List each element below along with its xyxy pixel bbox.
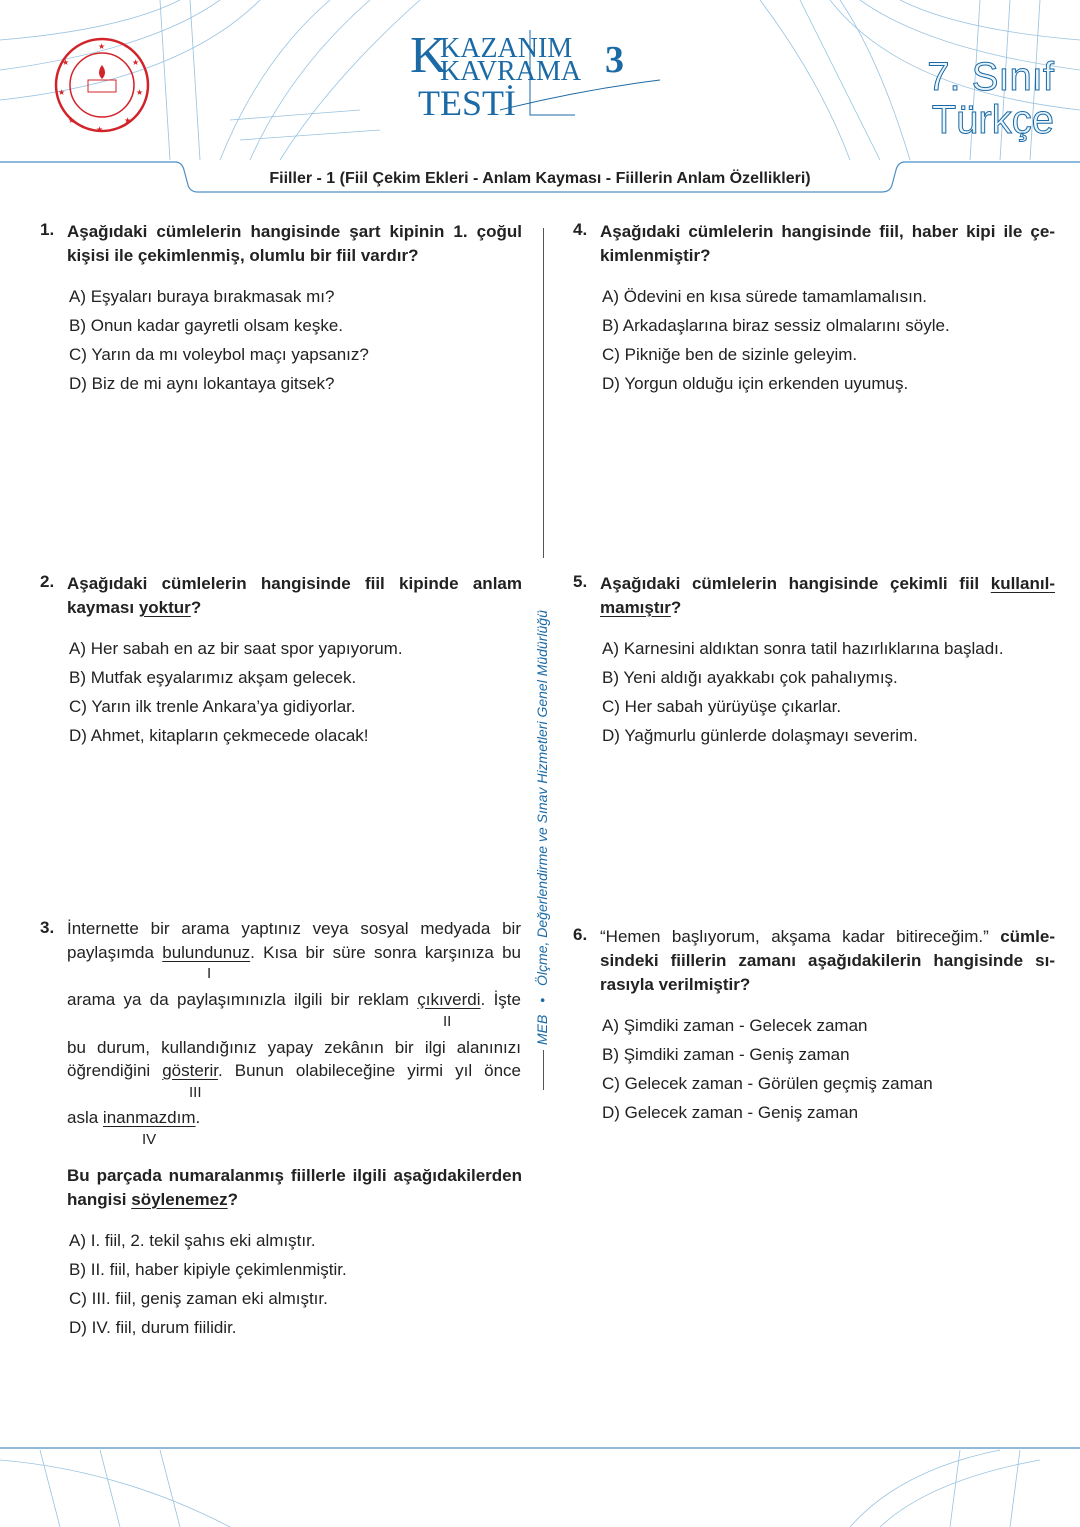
question-2 bbox=[40, 572, 522, 750]
verb-1: bulundunuz bbox=[162, 943, 251, 962]
option-d[interactable]: D) Biz de mi aynı lokantaya gitsek? bbox=[69, 374, 335, 393]
option-a[interactable]: A) Karnesini aldıktan sonra tatil hazırlıklarına başladı. bbox=[602, 639, 1004, 658]
stem-text: cümlesindeki fiillerin zamanı aşağıdakilerin hangisinde sırasıyla verilmiştir? bbox=[600, 927, 1055, 994]
svg-text:★: ★ bbox=[62, 58, 70, 67]
side-credit bbox=[534, 610, 550, 1045]
question-stem: Aşağıdaki cümlelerin hangisinde şart kipinin 1. çoğul kişisi ile çekimlenmiş, olumlu bir fiil vardır? bbox=[67, 222, 522, 265]
question-4 bbox=[573, 220, 1055, 398]
option-c[interactable]: C) III. fiil, geniş zaman eki almıştır. bbox=[69, 1289, 328, 1308]
stem-quote: “Hemen başlıyorum, akşama kadar bitireceğim.” bbox=[600, 927, 989, 946]
svg-text:★: ★ bbox=[98, 42, 106, 51]
question-5 bbox=[573, 572, 1055, 750]
subject-label: Türkçe bbox=[931, 98, 1054, 142]
question-number: 4. bbox=[573, 220, 588, 239]
passage-text: . bbox=[195, 1108, 201, 1127]
svg-text:★: ★ bbox=[136, 88, 144, 97]
option-c[interactable]: C) Her sabah yürüyüşe çıkarlar. bbox=[602, 697, 842, 716]
series-title-line2: KAVRAMA bbox=[440, 56, 582, 87]
passage-line bbox=[67, 1060, 521, 1082]
meb-logo bbox=[52, 35, 152, 135]
svg-text:★: ★ bbox=[96, 125, 104, 134]
option-d[interactable]: D) Yağmurlu günlerde dolaşmayı severim. bbox=[602, 726, 918, 745]
stem-emphasis: söylenemez bbox=[131, 1190, 228, 1209]
option-b[interactable]: B) Onun kadar gayretli olsam keşke. bbox=[69, 316, 344, 335]
verb-4: inanmazdım bbox=[102, 1108, 196, 1127]
option-b[interactable]: B) Mutfak eşyalarımız akşam gelecek. bbox=[69, 668, 357, 687]
test-number: 3 bbox=[605, 39, 624, 81]
verb-3: gösterir bbox=[162, 1061, 218, 1080]
option-c[interactable]: C) Pikniğe ben de sizinle geleyim. bbox=[602, 345, 858, 364]
stem-text: Bu parçada numaralanmış fiillerle ilgili aşağıdakilerden hangisi bbox=[67, 1166, 522, 1209]
question-1 bbox=[40, 220, 522, 398]
series-title-line1: KAZANIM bbox=[440, 33, 573, 64]
question-number: 3. bbox=[40, 918, 55, 937]
passage-text: paylaşımda bbox=[67, 943, 163, 962]
bullet: • bbox=[534, 997, 550, 1003]
stem-text: ? bbox=[190, 598, 202, 617]
question-number: 1. bbox=[40, 220, 55, 239]
svg-text:★: ★ bbox=[124, 116, 132, 125]
grade-label: 7. Sınıf bbox=[927, 55, 1054, 99]
question-6 bbox=[573, 925, 1055, 1127]
question-stem bbox=[67, 1164, 522, 1212]
topic-title: Fiiller - 1 (Fiil Çekim Ekleri - Anlam Kayması - Fiillerin Anlam Özellikleri) bbox=[269, 170, 811, 187]
svg-text:★: ★ bbox=[132, 58, 140, 67]
option-b[interactable]: B) Arkadaşlarına biraz sessiz olmalarını söyle. bbox=[602, 316, 950, 335]
passage-line bbox=[67, 942, 521, 964]
option-c[interactable]: C) Gelecek zaman - Görülen geçmiş zaman bbox=[602, 1074, 933, 1093]
option-c[interactable]: C) Yarın ilk trenle Ankara’ya gidiyorlar. bbox=[69, 697, 356, 716]
passage-line bbox=[67, 989, 521, 1011]
series-title-k: K bbox=[410, 27, 448, 84]
passage-line bbox=[67, 1107, 521, 1129]
unit-label: Ölçme, Değerlendirme ve Sınav Hizmetleri Genel Müdürlüğü bbox=[534, 610, 550, 986]
passage-text: arama ya da paylaşımınızla ilgili bir reklam bbox=[67, 990, 418, 1009]
series-title-line3: TESTİ bbox=[418, 83, 516, 123]
question-number: 2. bbox=[40, 572, 55, 591]
option-d[interactable]: D) Yorgun olduğu için erkenden uyumuş. bbox=[602, 374, 909, 393]
numeral-4: IV bbox=[142, 1131, 157, 1148]
question-3 bbox=[40, 918, 522, 1348]
option-b[interactable]: B) II. fiil, haber kipiyle çekimlenmiştir. bbox=[69, 1260, 347, 1279]
question-number: 5. bbox=[573, 572, 588, 591]
numeral-1: I bbox=[207, 965, 212, 982]
option-a[interactable]: A) Ödevini en kısa sürede tamamlamalısın. bbox=[602, 287, 928, 306]
option-a[interactable]: A) Eşyaları buraya bırakmasak mı? bbox=[69, 287, 335, 306]
question-number: 6. bbox=[573, 925, 588, 944]
numeral-2: II bbox=[443, 1013, 452, 1030]
option-b[interactable]: B) Şimdiki zaman - Geniş zaman bbox=[602, 1045, 850, 1064]
passage-line: bu durum, kullandığınız yapay zekânın bir ilgi alanınızı bbox=[67, 1038, 521, 1057]
column-divider bbox=[543, 228, 544, 558]
meb-label: MEB bbox=[534, 1014, 550, 1045]
option-d[interactable]: D) IV. fiil, durum fiilidir. bbox=[69, 1318, 237, 1337]
stem-emphasis: yoktur bbox=[138, 598, 191, 617]
option-d[interactable]: D) Ahmet, kitapların çekmecede olacak! bbox=[69, 726, 369, 745]
passage-line: İnternette bir arama yaptınız veya sosyal medyada bir bbox=[67, 919, 521, 938]
option-a[interactable]: A) Şimdiki zaman - Gelecek zaman bbox=[602, 1016, 868, 1035]
column-divider bbox=[543, 1050, 544, 1090]
option-a[interactable]: A) Her sabah en az bir saat spor yapıyorum. bbox=[69, 639, 403, 658]
question-stem bbox=[600, 925, 1055, 997]
passage-text: . Kısa bir süre sonra karşınıza bu bbox=[250, 943, 521, 962]
question-stem bbox=[600, 572, 1055, 620]
stem-text: ? bbox=[670, 598, 682, 617]
stem-text: ? bbox=[227, 1190, 239, 1209]
option-c[interactable]: C) Yarın da mı voleybol maçı yapsanız? bbox=[69, 345, 369, 364]
question-stem bbox=[67, 572, 522, 620]
passage-text: . Bunun olabileceğine yirmi yıl önce bbox=[217, 1061, 521, 1080]
svg-text:★: ★ bbox=[68, 116, 76, 125]
question-stem: Aşağıdaki cümlelerin hangisinde fiil, haber kipi ile çekimlenmiştir? bbox=[600, 222, 1055, 265]
numeral-3: III bbox=[189, 1084, 202, 1101]
passage-text: asla bbox=[67, 1108, 103, 1127]
svg-text:★: ★ bbox=[58, 88, 66, 97]
stem-emphasis: kullanılmamıştır bbox=[600, 574, 1055, 617]
passage-text: öğrendiğini bbox=[67, 1061, 163, 1080]
option-a[interactable]: A) I. fiil, 2. tekil şahıs eki almıştır. bbox=[69, 1231, 316, 1250]
stem-text: Aşağıdaki cümlelerin hangisinde fiil kipinde anlam kayması bbox=[67, 574, 522, 617]
passage-text: . İşte bbox=[480, 990, 521, 1009]
stem-text: Aşağıdaki cümlelerin hangisinde çekimli fiil bbox=[600, 574, 991, 593]
verb-2: çıkıverdi bbox=[417, 990, 481, 1009]
option-d[interactable]: D) Gelecek zaman - Geniş zaman bbox=[602, 1103, 859, 1122]
option-b[interactable]: B) Yeni aldığı ayakkabı çok pahalıymış. bbox=[602, 668, 898, 687]
